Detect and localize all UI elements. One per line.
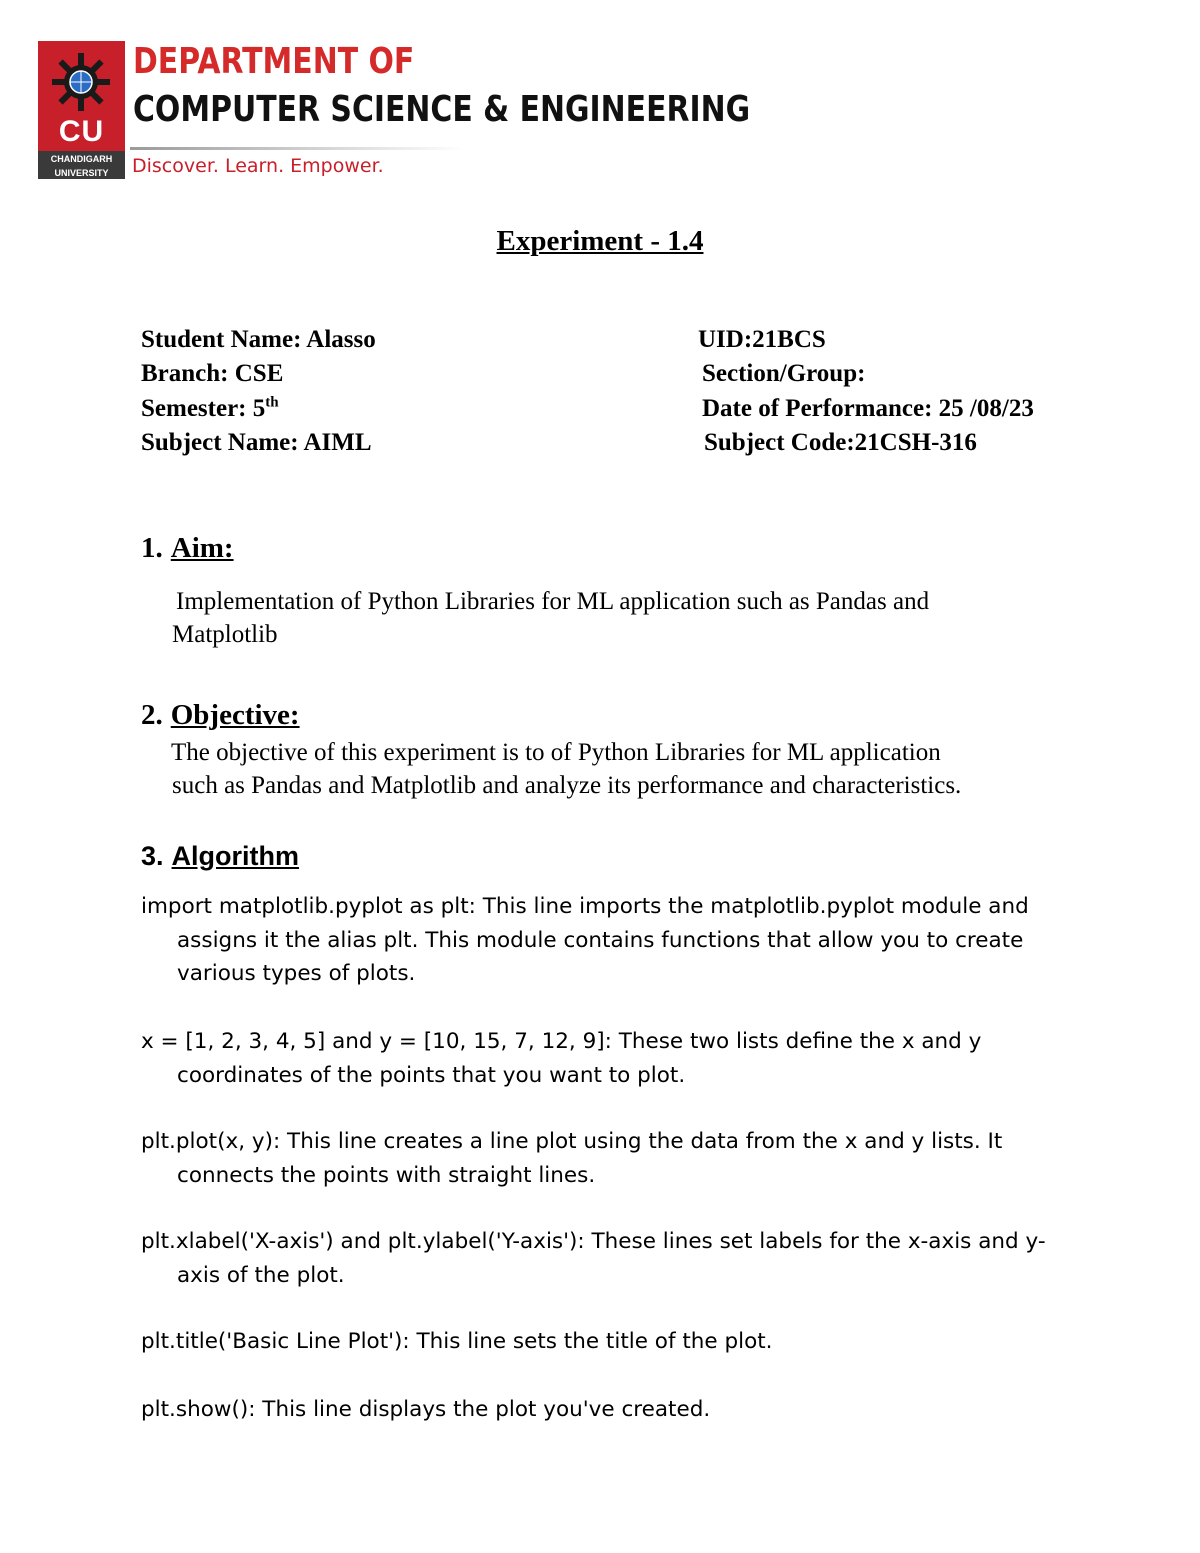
aim-number: 1. [141,532,163,564]
experiment-title: Experiment - 1.4 [496,225,704,257]
algorithm-title: Algorithm [171,841,300,871]
aim-text-line2: Matplotlib [172,621,278,648]
logo-subtext-line2: UNIVERSITY [54,168,109,178]
department-heading-line2: COMPUTER SCIENCE & ENGINEERING [133,89,751,130]
objective-title: Objective: [170,699,300,731]
section-group: Section/Group: [702,360,866,387]
logo-subtext-line1: CHANDIGARH [50,154,113,164]
algorithm-step-show: plt.show(): This line displays the plot you've created. [141,1397,711,1422]
aim-text-line1: Implementation of Python Libraries for ML application such as Pandas and [176,588,930,615]
student-name: Student Name: Alasso [141,326,376,353]
objective-number: 2. [141,699,163,731]
objective-text-line2: such as Pandas and Matplotlib and analyze its performance and characteristics. [172,772,962,799]
objective-text-line1: The objective of this experiment is to of Python Libraries for ML application [171,739,941,766]
algorithm-step-plot: plt.plot(x, y): This line creates a line plot using the data from the x and y lists. It connects the points with straight lines. [141,1129,1003,1188]
aim-title: Aim: [170,532,234,564]
semester [141,394,279,424]
algorithm-step-data: x = [1, 2, 3, 4, 5] and y = [10, 15, 7, 12, 9]: These two lists define the x and y coordinates of the points that you want to plot. [141,1029,982,1088]
emblem-icon [50,51,112,113]
aim-heading [141,530,234,566]
algorithm-step-labels: plt.xlabel('X-axis') and plt.ylabel('Y-axis'): These lines set labels for the x-axis and y-axis of the plot. [141,1229,1046,1288]
branch: Branch: CSE [141,360,284,387]
objective-heading [141,697,300,733]
algorithm-step-title: plt.title('Basic Line Plot'): This line sets the title of the plot. [141,1329,773,1354]
letterhead-divider [130,147,465,150]
department-tagline: Discover. Learn. Empower. [132,155,384,177]
algorithm-heading [141,838,299,874]
subject-code: Subject Code:21CSH-316 [704,429,977,456]
logo-cu-text: CU [58,115,105,148]
logo-footer [38,151,125,179]
algorithm-step-import: import matplotlib.pyplot as plt: This line imports the matplotlib.pyplot module and assigns it the alias plt. This module contains functions that allow you to create various types of plots. [141,894,1029,986]
date-of-performance: Date of Performance: 25 /08/23 [702,395,1034,422]
semester-superscript: th [265,394,279,411]
subject-name: Subject Name: AIML [141,429,372,456]
semester-text: Semester: 5 [141,395,266,422]
uid: UID:21BCS [698,326,826,353]
algorithm-number: 3. [141,841,164,871]
university-logo [38,41,125,179]
department-heading-line1: DEPARTMENT OF [133,41,415,82]
